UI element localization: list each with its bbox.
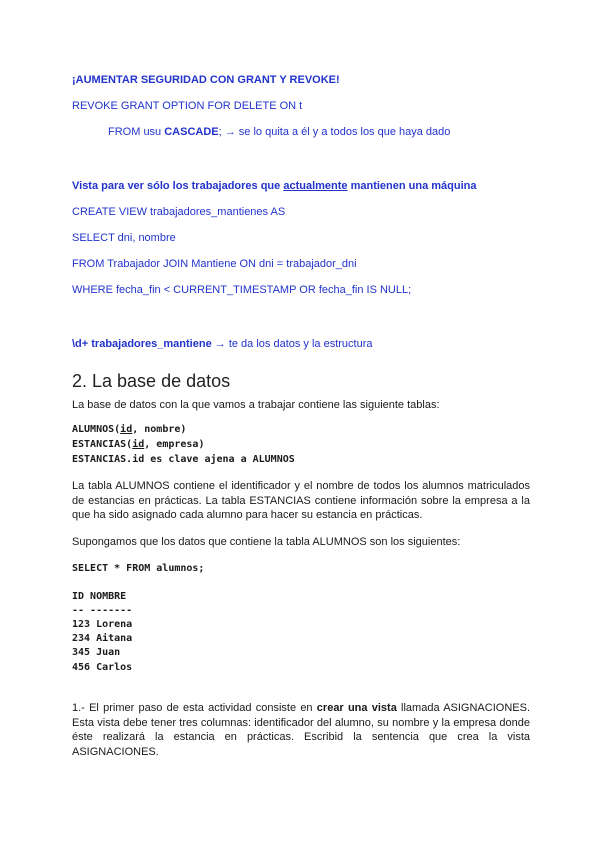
revoke-statement: REVOKE GRANT OPTION FOR DELETE ON t xyxy=(72,100,303,112)
schema-alumnos-pre: ALUMNOS( xyxy=(72,424,121,435)
result-row: 123 Lorena xyxy=(72,619,133,630)
task-bold: crear una vista xyxy=(316,702,397,714)
schema-estancias-pre: ESTANCIAS( xyxy=(72,439,133,450)
section-title: 2. La base de datos xyxy=(72,371,231,391)
task-paragraph xyxy=(72,701,530,759)
from-prefix: FROM usu xyxy=(108,126,165,138)
heading-view xyxy=(72,179,530,193)
heading-view-underlined: actualmente xyxy=(283,180,348,192)
heading-view-pre: Vista para ver sólo los trabajadores que xyxy=(72,180,284,192)
view-line-4: WHERE fecha_fin < CURRENT_TIMESTAMP OR fecha_fin IS NULL; xyxy=(72,284,412,296)
heading-view-post: mantienen una máquina xyxy=(347,180,477,192)
tables-description: La tabla ALUMNOS contiene el identificador y el nombre de todos los alumnos matriculados de estancias en prácticas. La tabla ESTANCIAS contiene información sobre la empresa a la que ha sido asignado cada alumno para hacer su estancia en prácticas. xyxy=(72,480,530,521)
result-separator: -- ------- xyxy=(72,605,133,616)
task-post: llamada ASIGNACIONES. Esta vista debe tener tres columnas: identificador del alumno, su nombre y la empresa donde éste realizará la estancia en prácticas. Escribid la sentencia que crea la vista ASIGNACIONES. xyxy=(72,702,530,758)
result-row: 456 Carlos xyxy=(72,662,133,673)
schema-estancias-post: , empresa) xyxy=(144,439,205,450)
heading-grant-revoke: ¡AUMENTAR SEGURIDAD CON GRANT Y REVOKE! xyxy=(72,74,340,86)
cascade-keyword: CASCADE xyxy=(164,126,219,138)
describe-rest: → te da los datos y la estructura xyxy=(211,338,373,350)
task-pre: 1.- El primer paso de esta actividad consiste en xyxy=(72,702,317,714)
describe-line xyxy=(72,337,530,351)
result-row: 345 Juan xyxy=(72,647,121,658)
schema-estancias xyxy=(72,438,530,453)
from-suffix: ; → se lo quita a él y a todos los que haya dado xyxy=(218,126,451,138)
revoke-from-line xyxy=(108,125,530,139)
schema-alumnos-key: id xyxy=(120,424,133,435)
view-line-2: SELECT dni, nombre xyxy=(72,232,176,244)
schema-alumnos-post: , nombre) xyxy=(132,424,187,435)
section-intro: La base de datos con la que vamos a trabajar contiene las siguiente tablas: xyxy=(72,399,440,411)
select-statement: SELECT * FROM alumnos; xyxy=(72,563,205,574)
schema-estancias-key: id xyxy=(132,439,145,450)
view-line-3: FROM Trabajador JOIN Mantiene ON dni = trabajador_dni xyxy=(72,258,357,270)
schema-alumnos xyxy=(72,423,530,438)
result-row: 234 Aitana xyxy=(72,633,133,644)
schema-foreign-key: ESTANCIAS.id es clave ajena a ALUMNOS xyxy=(72,454,295,465)
view-line-1: CREATE VIEW trabajadores_mantienes AS xyxy=(72,206,286,218)
result-header: ID NOMBRE xyxy=(72,591,127,602)
describe-command: \d+ trabajadores_mantiene xyxy=(72,338,212,350)
suppose-text: Supongamos que los datos que contiene la tabla ALUMNOS son los siguientes: xyxy=(72,536,461,548)
